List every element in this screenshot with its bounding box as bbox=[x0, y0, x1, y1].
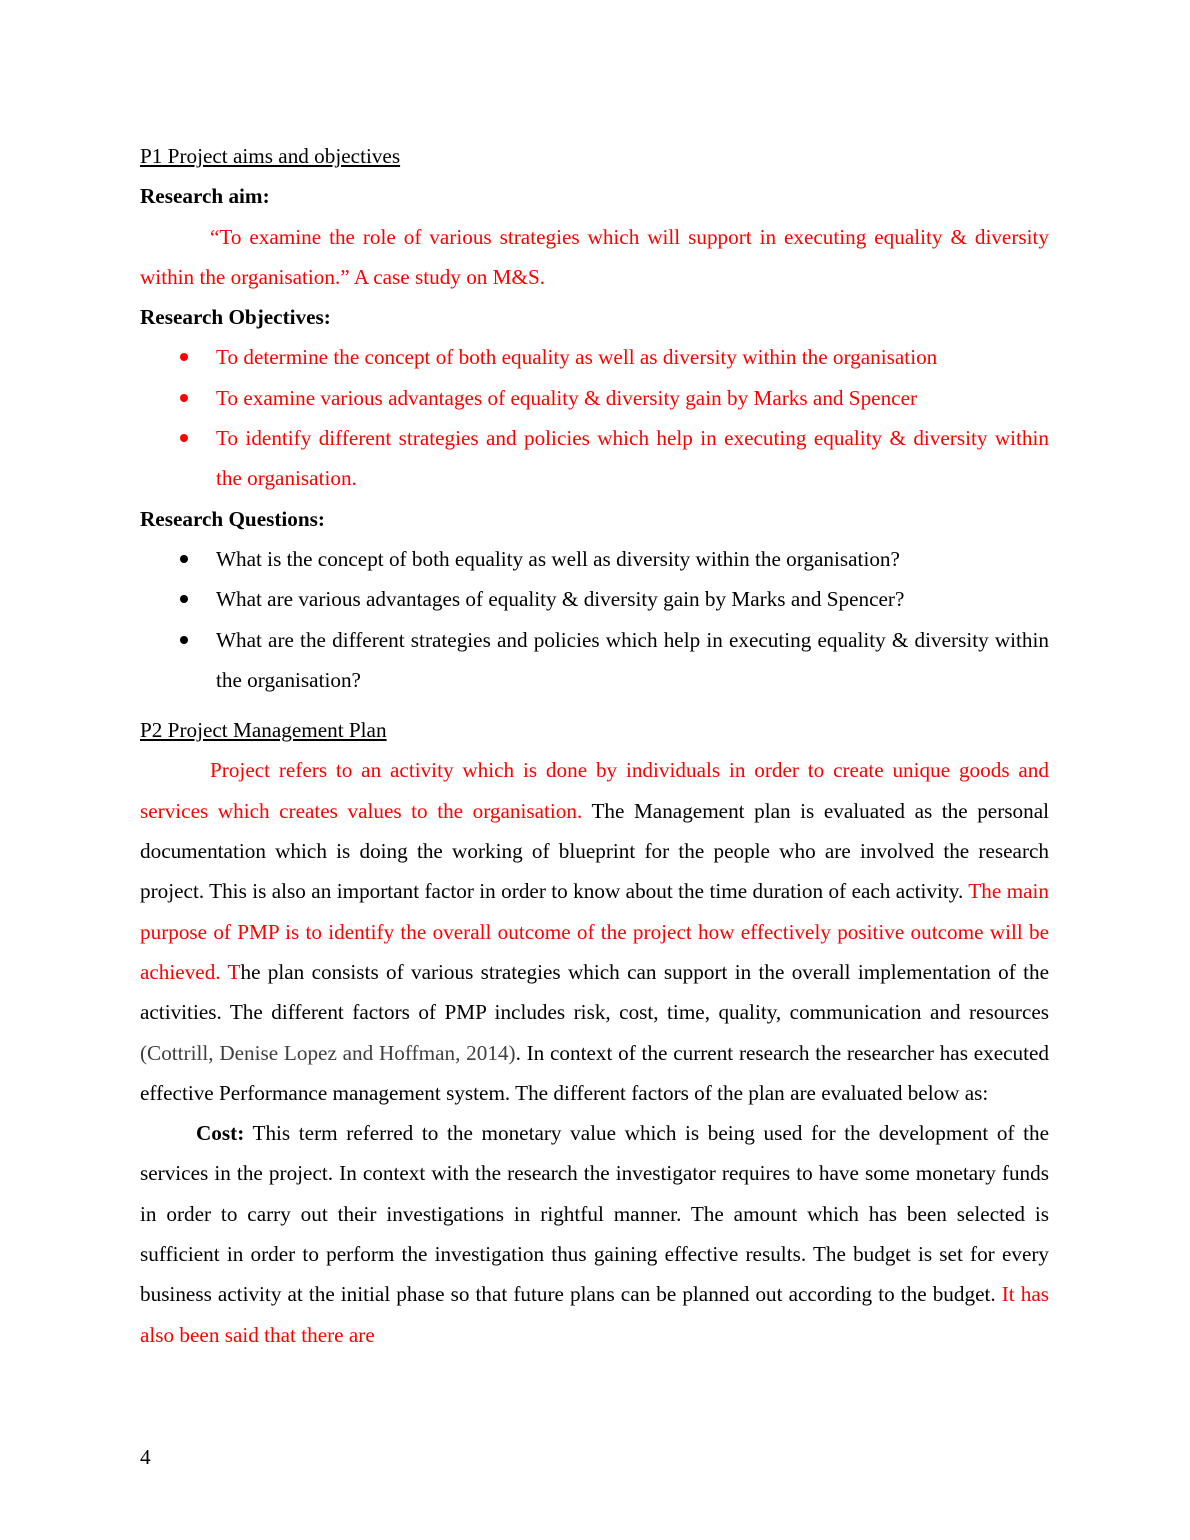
question-item bbox=[140, 620, 1049, 701]
body-text: The Management plan is evaluated as the personal documentation which is doing the working of blueprint for the people who are involved the research project. This is also an important factor in order to know about the time duration of each activity. bbox=[140, 798, 1049, 904]
highlighted-text: The main purpose of PMP is to identify the overall outcome of the project how effectively positive outcome will be achieved. T bbox=[140, 879, 1049, 984]
question-item bbox=[140, 579, 1049, 619]
research-aim-label: Research aim: bbox=[140, 184, 270, 209]
section-heading-p2: P2 Project Management Plan bbox=[140, 718, 387, 743]
cost-paragraph bbox=[140, 1113, 1049, 1355]
bullet-icon bbox=[180, 555, 188, 563]
bullet-icon bbox=[180, 595, 188, 603]
body-text: This term referred to the monetary value which is being used for the development of the services in the project. In context with the research the investigator requires to have some monetary funds in order to carry out their investigations in rightful manner. The amount which has been selected is sufficient in order to perform the investigation thus gaining effective results. The budget is set for every business activity at the initial phase so that future plans can be planned out according to the budget. bbox=[140, 1121, 1049, 1307]
research-questions-label: Research Questions: bbox=[140, 506, 325, 531]
management-plan-paragraph bbox=[140, 750, 1049, 1113]
objective-item bbox=[140, 418, 1049, 499]
objectives-list bbox=[140, 337, 1049, 498]
highlighted-text: It has also been said that there are bbox=[140, 1282, 1049, 1347]
question-text: What are various advantages of equality & diversity gain by Marks and Spencer? bbox=[216, 587, 905, 612]
body-text: he plan consists of various strategies which can support in the overall implementation of the activities. The different factors of PMP includes risk, cost, time, quality, communication and resources bbox=[140, 959, 1050, 1025]
citation: (Cottrill, Denise Lopez and Hoffman, 2014) bbox=[140, 1040, 516, 1065]
body-text: . In context of the current research the researcher has executed effective Performance management system. The different factors of the plan are evaluated below as: bbox=[140, 1040, 1049, 1105]
objective-text: To identify different strategies and policies which help in executing equality & diversity within the organisation. bbox=[216, 426, 1049, 491]
cost-label: Cost: bbox=[196, 1121, 245, 1146]
research-aim-text: “To examine the role of various strategies which will support in executing equality & diversity within the organisation.” A case study on M&S. bbox=[140, 224, 1049, 289]
bullet-icon bbox=[180, 353, 188, 361]
question-text: What is the concept of both equality as well as diversity within the organisation? bbox=[216, 546, 900, 571]
question-text: What are the different strategies and policies which help in executing equality & diversity within the organisation? bbox=[216, 627, 1049, 692]
objective-item bbox=[140, 337, 1049, 377]
highlighted-text: Project refers to an activity which is done by individuals in order to create unique goods and services which creates values to the organisation. bbox=[140, 758, 1049, 823]
bullet-icon bbox=[180, 434, 188, 442]
questions-list bbox=[140, 539, 1049, 700]
objective-text: To examine various advantages of equality & diversity gain by Marks and Spencer bbox=[216, 385, 918, 410]
section-heading-p1: P1 Project aims and objectives bbox=[140, 144, 401, 168]
page-number: 4 bbox=[140, 1445, 151, 1469]
objective-text: To determine the concept of both equality as well as diversity within the organisation bbox=[216, 345, 938, 370]
objective-item bbox=[140, 378, 1049, 418]
research-objectives-label: Research Objectives: bbox=[140, 305, 331, 330]
bullet-icon bbox=[180, 394, 188, 402]
question-item bbox=[140, 539, 1049, 579]
page-content bbox=[140, 136, 1049, 1355]
bullet-icon bbox=[180, 636, 188, 644]
